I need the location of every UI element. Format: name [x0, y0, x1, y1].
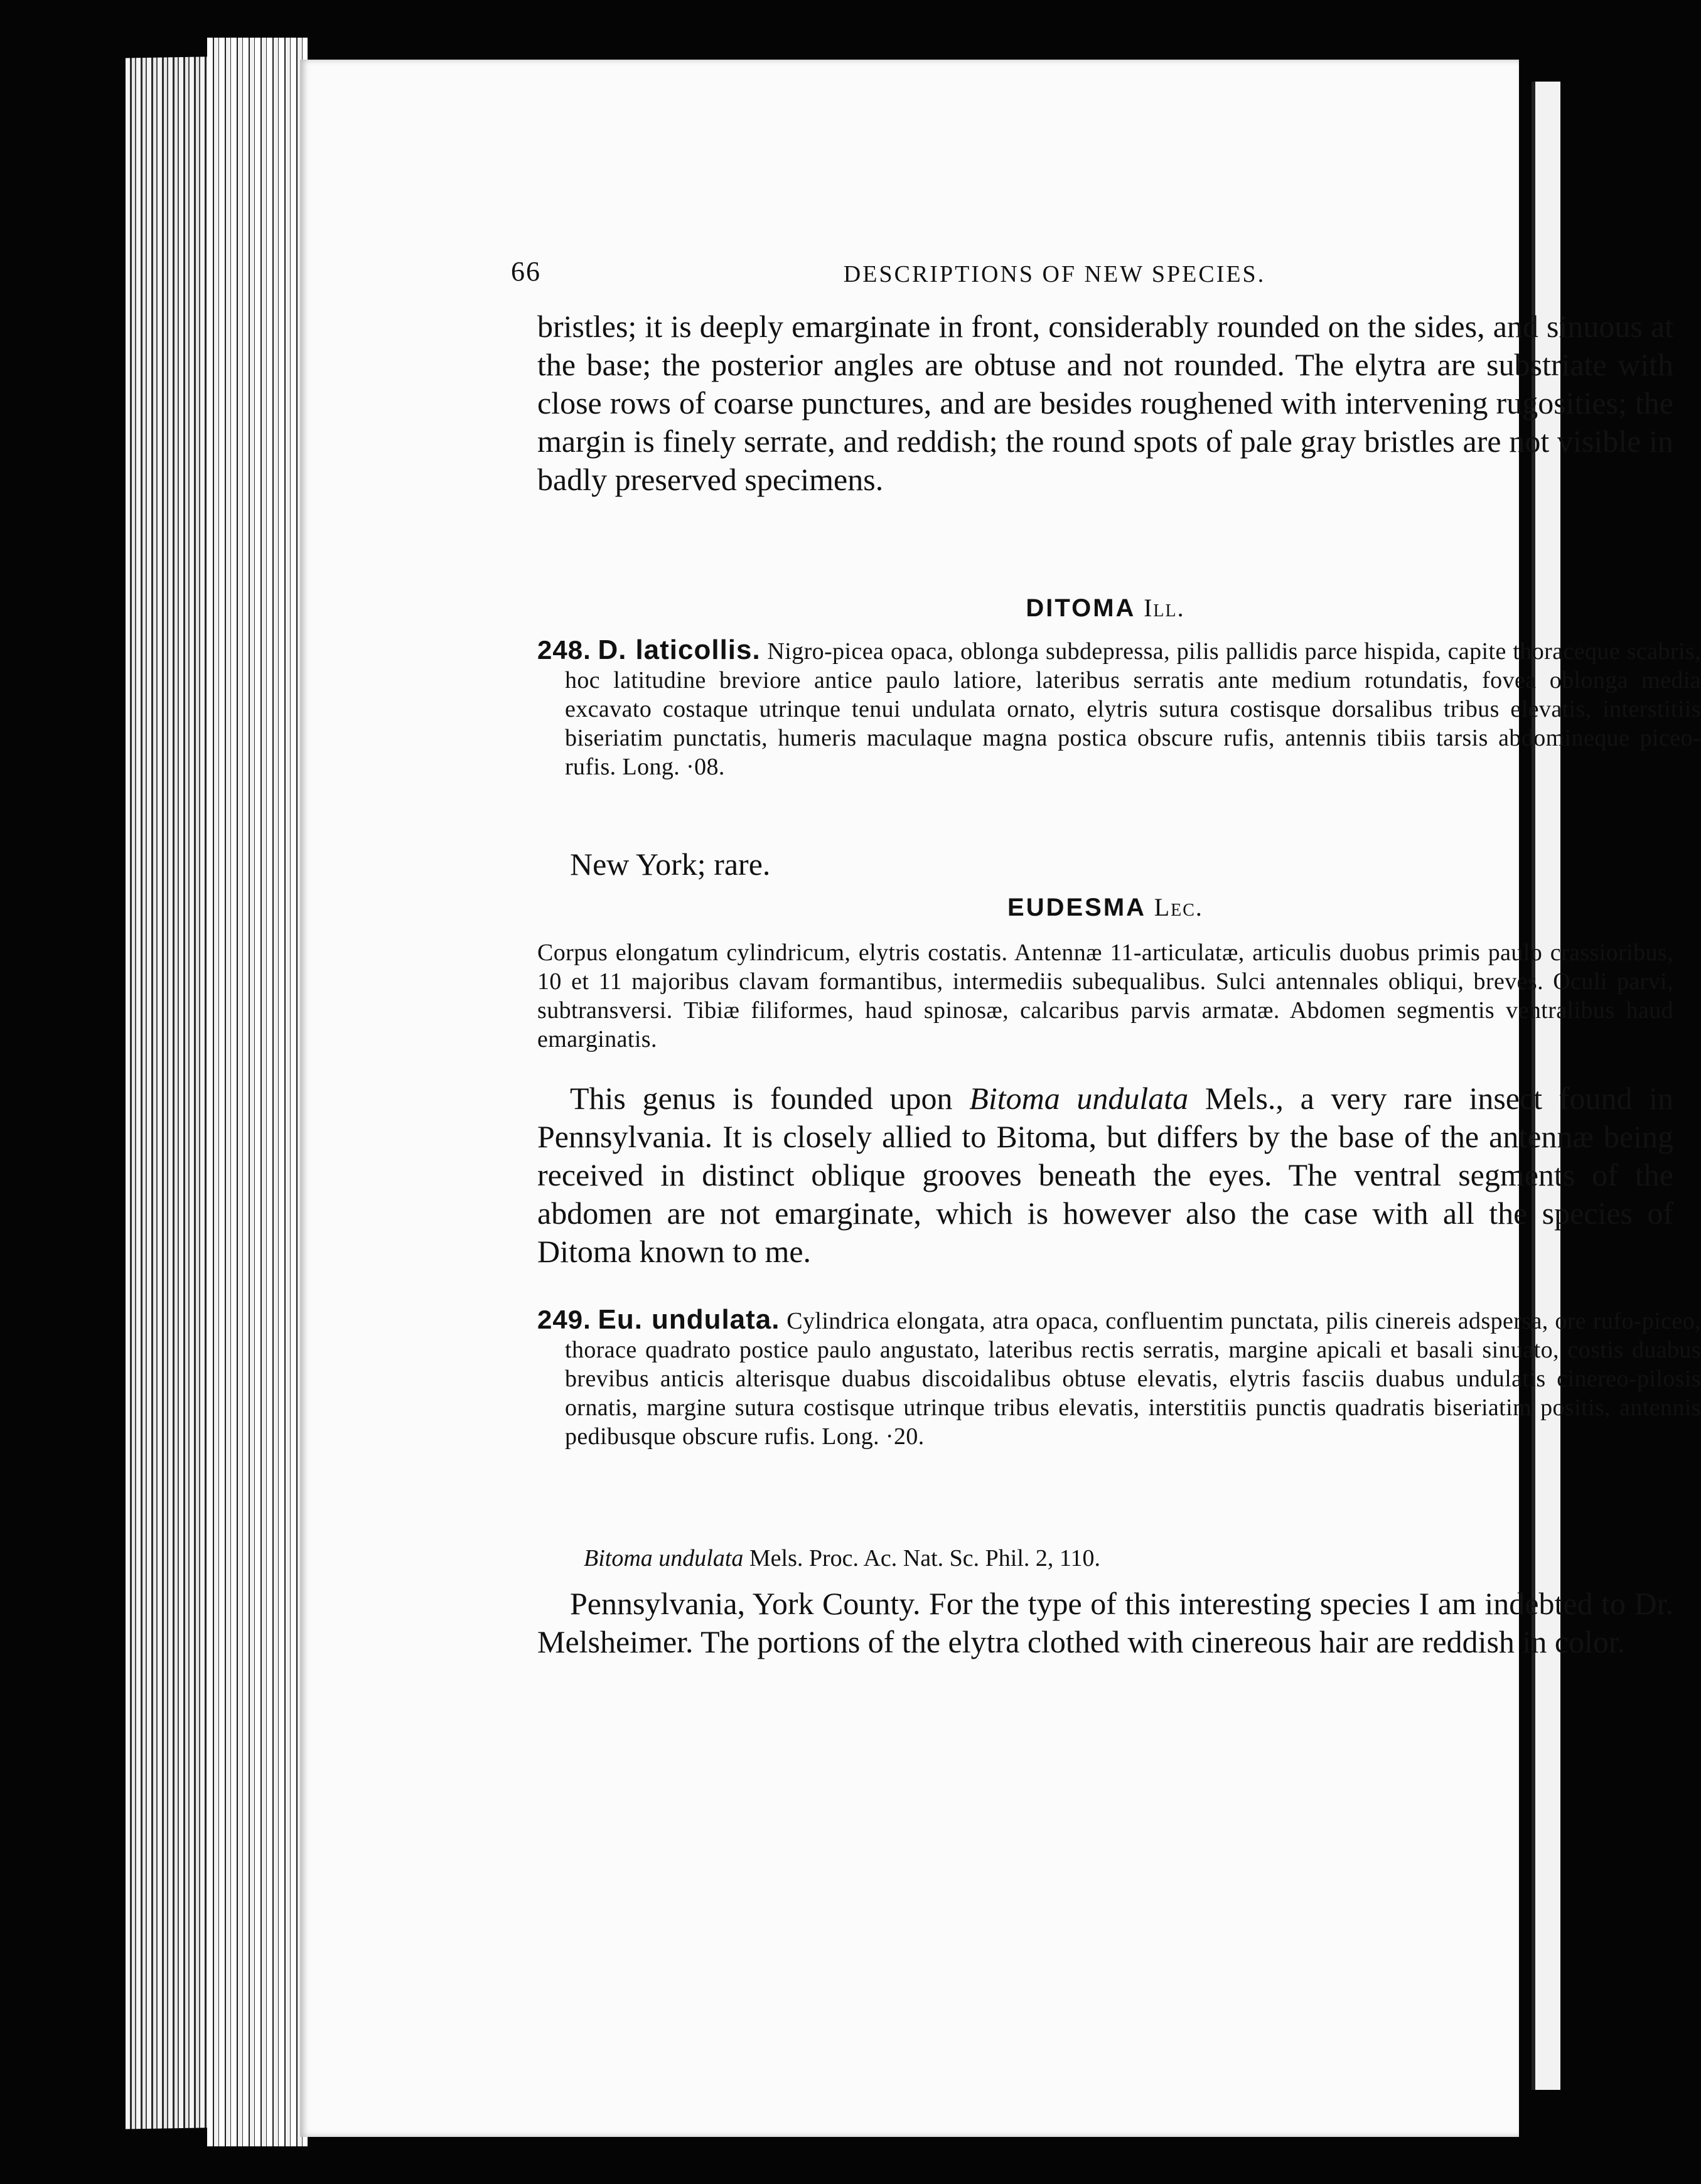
- reference-citation: Mels. Proc. Ac. Nat. Sc. Phil. 2, 110.: [749, 1545, 1100, 1571]
- genus-remarks: [537, 1079, 1673, 1271]
- species-248-locality: New York; rare.: [570, 847, 771, 882]
- page-number: 66: [511, 256, 541, 287]
- reference-name: Bitoma undulata: [584, 1545, 744, 1571]
- genus-heading-ditoma: [537, 593, 1673, 623]
- running-head: [511, 255, 1452, 293]
- genus-authority: Ill.: [1144, 594, 1185, 622]
- book-page: [300, 60, 1701, 2137]
- species-249-remarks: Pennsylvania, York County. For the type of this interesting species I am indebted to Dr. Melsheimer. The portions of the elytra clothed with cinereous hair are reddish in color.: [537, 1586, 1673, 1659]
- book-page-edges-inner: [207, 38, 308, 2146]
- species-249-description: [537, 1305, 1701, 1451]
- genus-name: DITOMA: [1026, 594, 1135, 622]
- page-content: [300, 60, 1701, 2137]
- species-name: D. laticollis.: [598, 634, 761, 665]
- genus-authority: Lec.: [1154, 893, 1203, 921]
- intro-paragraph: bristles; it is deeply emarginate in front, considerably rounded on the sides, and sinuous at the base; the posterior angles are obtuse and not rounded. The elytra are substriate with close rows of coarse punctures, and are besides roughened with intervening rugosities; the margin is finely serrate, and reddish; the round spots of pale gray bristles are not visible in badly preserved specimens.: [537, 309, 1673, 497]
- genus-diagnosis: Corpus elongatum cylindricum, elytris costatis. Antennæ 11-articulatæ, articulis duobus primis paulo crassioribus, 10 et 11 majoribus clavam formantibus, intermediis subequalibus. Sulci antennales obliqui, breves. Oculi parvi, subtransversi. Tibiæ filiformes, haud spinosæ, calcaribus parvis armatæ. Abdomen segmentis ventralibus haud emarginatis.: [537, 939, 1673, 1052]
- species-248-description: [537, 636, 1701, 781]
- species-latin-text: Cylindrica elongata, atra opaca, confluentim punctata, pilis cinereis adspersa, ore rufo-piceo, thorace quadrato postice paulo angustato, lateribus rectis serratis, margine apicali et basali sinuato, costis duabus brevibus anticis alterisque duabus discoidalibus obtuse elevatis, elytris fasciis duabus undulatis cinereo-pilosis ornatis, margine sutura costisque utrinque tribus elevatis, interstitiis punctis quadratis biseriatim positis, antennis pedibusque obscure rufis. Long. ·20.: [565, 1308, 1701, 1450]
- remarks-text-after: Mels., a very rare insect found in Pennsylvania. It is closely allied to Bitoma, but differs by the base of the antennæ being received in distinct oblique grooves beneath the eyes. The ventral segments of the abdomen are not emarginate, which is however also the case with all the species of Ditoma known to me.: [537, 1081, 1674, 1269]
- species-latin-text: Nigro-picea opaca, oblonga subdepressa, pilis pallidis parce hispida, capite thoraceque scabris, hoc latitudine breviore antice paulo latiore, lateribus serratis ante medium rotundatis, fovea oblonga media excavato costaque utrinque tenui undulata ornato, elytris sutura costisque dorsalibus tribus elevatis, interstitiis biseriatim punctatis, humeris maculaque magna postica obscure rufis, antennis tibiis tarsis abdomineque piceo-rufis. Long. ·08.: [565, 638, 1701, 780]
- remarks-text-before: This genus is founded upon: [570, 1081, 953, 1116]
- species-number: 248.: [537, 635, 591, 665]
- genus-name: EUDESMA: [1007, 894, 1146, 921]
- remarks-species-name: Bitoma undulata: [969, 1081, 1189, 1116]
- running-title: DESCRIPTIONS OF NEW SPECIES.: [843, 261, 1266, 287]
- species-name: Eu. undulata.: [598, 1304, 780, 1335]
- genus-heading-eudesma: [537, 892, 1673, 922]
- species-249-reference: [584, 1544, 1651, 1573]
- species-number: 249.: [537, 1305, 591, 1334]
